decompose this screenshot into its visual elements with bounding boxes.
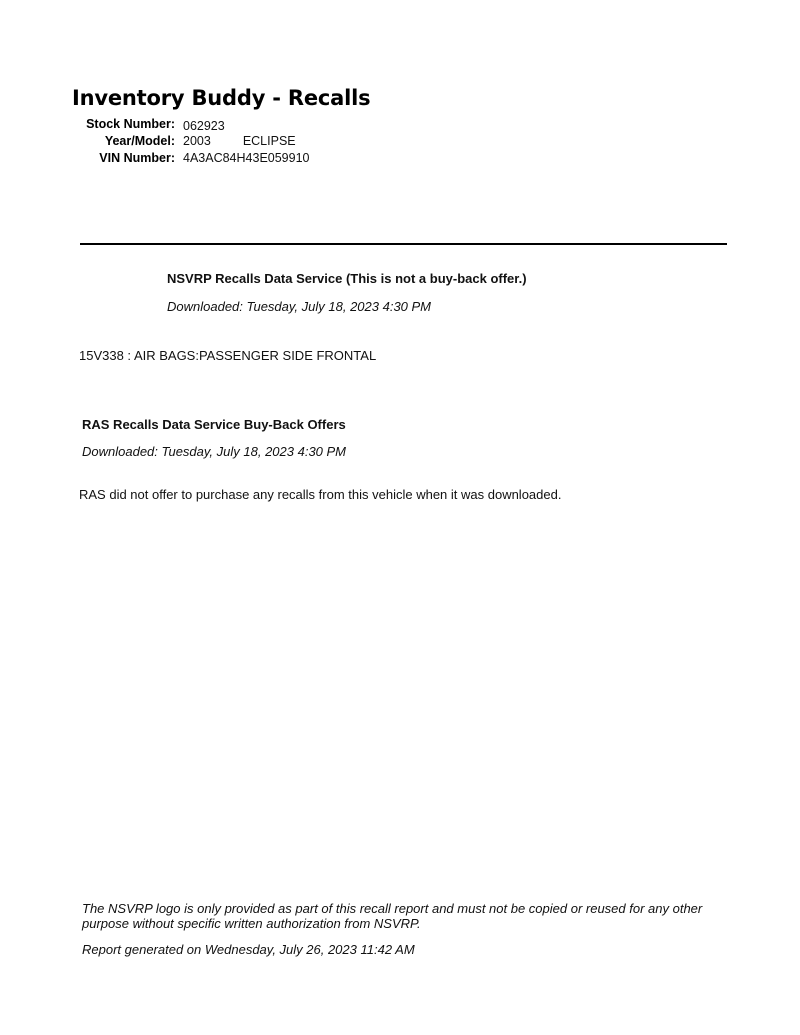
vehicle-model: ECLIPSE [242,134,296,148]
vin-number-label: VIN Number: [99,151,175,165]
ras-downloaded-date: Downloaded: Tuesday, July 18, 2023 4:30 PM [82,444,347,459]
logo-disclaimer: The NSVRP logo is only provided as part of this recall report and must not be copied or reused for any other purpose without specific written authorization from NSVRP. [82,901,703,931]
nsvrp-downloaded-date: Downloaded: Tuesday, July 18, 2023 4:30 PM [167,299,432,314]
stock-number-row [72,117,310,134]
year-model-label: Year/Model: [104,134,175,148]
ras-section-heading: RAS Recalls Data Service Buy-Back Offers [82,417,346,432]
stock-number-label: Stock Number: [86,117,175,131]
recall-item: 15V338 : AIR BAGS:PASSENGER SIDE FRONTAL [79,348,377,363]
nsvrp-section-heading: NSVRP Recalls Data Service (This is not a buy-back offer.) [167,271,527,286]
vehicle-info [72,117,310,168]
report-generated-date: Report generated on Wednesday, July 26, 2023 11:42 AM [82,942,415,957]
stock-number-value: 062923 [183,119,225,133]
vin-number-row [72,151,310,168]
year-model-row [72,134,310,151]
year-model-value [175,134,296,148]
ras-no-offer-note: RAS did not offer to purchase any recalls from this vehicle when it was downloaded. [79,487,562,502]
page-title: Inventory Buddy - Recalls [72,86,371,110]
section-divider [80,243,727,245]
vehicle-year: 2003 [183,134,211,148]
vin-number-value: 4A3AC84H43E059910 [183,151,310,165]
